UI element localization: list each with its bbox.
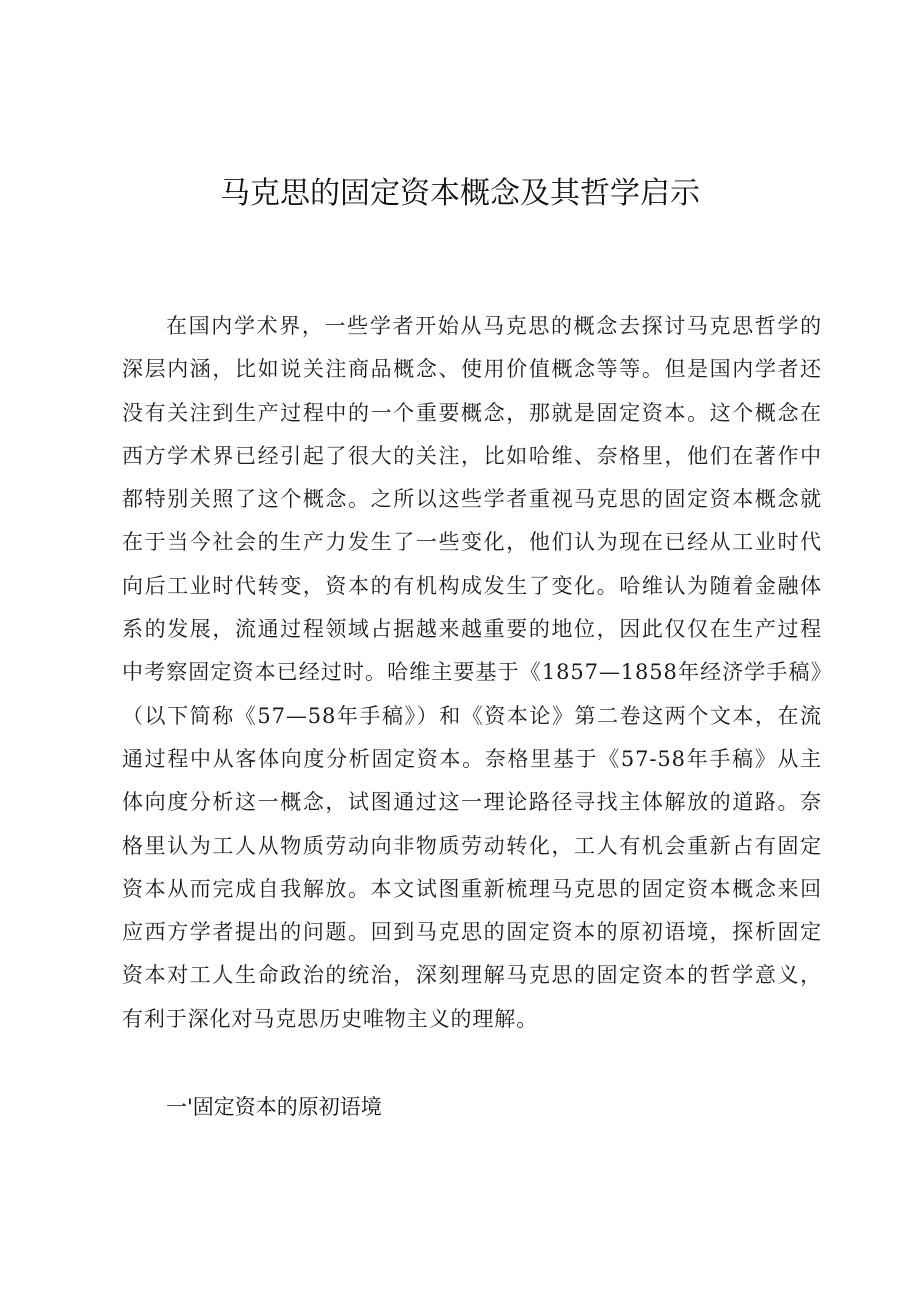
body-paragraph: 在国内学术界，一些学者开始从马克思的概念去探讨马克思哲学的深层内涵，比如说关注商品概念、使用价值概念等等。但是国内学者还没有关注到生产过程中的一个重要概念，那就是固定资本。这个概念在西方学术界已经引起了很大的关注，比如哈维、奈格里，他们在著作中都特别关照了这个概念。之所以这些学者重视马克思的固定资本概念就在于当今社会的生产力发生了一些变化，他们认为现在已经从工业时代向后工业时代转变，资本的有机构成发生了变化。哈维认为随着金融体系的发展，流通过程领域占据越来越重要的地位，因此仅仅在生产过程中考察固定资本已经过时。哈维主要基于《1857—1858年经济学手稿》（以下简称《57—58年手稿》）和《资本论》第二卷这两个文本，在流通过程中从客体向度分析固定资本。奈格里基于《57-58年手稿》从主体向度分析这一概念，试图通过这一理论路径寻找主体解放的道路。奈格里认为工人从物质劳动向非物质劳动转化，工人有机会重新占有固定资本从而完成自我解放。本文试图重新梳理马克思的固定资本概念来回应西方学者提出的问题。回到马克思的固定资本的原初语境，探析固定资本对工人生命政治的统治，深刻理解马克思的固定资本的哲学意义，有利于深化对马克思历史唯物主义的理解。 (122, 314, 822, 1031)
document-title: 马克思的固定资本概念及其哲学启示 (220, 176, 700, 211)
section-heading: 一'固定资本的原初语境 (166, 1095, 382, 1119)
